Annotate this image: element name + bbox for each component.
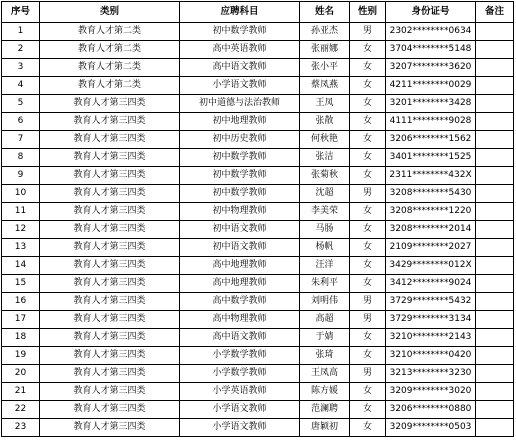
cell-subject: 小学语文教师	[180, 77, 300, 95]
cell-subject: 小学数学教师	[180, 347, 300, 365]
cell-name: 王凤高	[300, 365, 350, 383]
cell-category: 教育人才第三四类	[40, 203, 180, 221]
cell-category: 教育人才第三四类	[40, 185, 180, 203]
table-row	[2, 77, 514, 95]
table-row	[2, 113, 514, 131]
cell-name: 马肠	[300, 221, 350, 239]
cell-gender: 女	[350, 275, 386, 293]
cell-no: 23	[2, 419, 40, 437]
table-row	[2, 365, 514, 383]
cell-name: 范澜聘	[300, 401, 350, 419]
table-row	[2, 149, 514, 167]
cell-subject: 高中英语教师	[180, 41, 300, 59]
cell-no: 2	[2, 41, 40, 59]
cell-gender: 女	[350, 77, 386, 95]
table-row	[2, 347, 514, 365]
table-row	[2, 257, 514, 275]
cell-remark	[476, 77, 514, 95]
cell-gender: 男	[350, 185, 386, 203]
cell-remark	[476, 59, 514, 77]
table-row	[2, 221, 514, 239]
roster-table-container	[1, 1, 514, 437]
cell-id-number: 3208********5430	[386, 185, 476, 203]
cell-name: 张琦	[300, 347, 350, 365]
cell-subject: 高中物理教师	[180, 311, 300, 329]
cell-category: 教育人才第三四类	[40, 167, 180, 185]
cell-remark	[476, 41, 514, 59]
cell-subject: 小学英语教师	[180, 383, 300, 401]
table-row	[2, 203, 514, 221]
cell-subject: 初中语文教师	[180, 239, 300, 257]
cell-remark	[476, 167, 514, 185]
header-row	[2, 2, 514, 23]
cell-remark	[476, 221, 514, 239]
header-id: 身份证号	[386, 2, 476, 23]
cell-category: 教育人才第三四类	[40, 347, 180, 365]
cell-subject: 初中语文教师	[180, 221, 300, 239]
table-row	[2, 185, 514, 203]
cell-id-number: 3210********2143	[386, 329, 476, 347]
cell-category: 教育人才第二类	[40, 41, 180, 59]
table-row	[2, 401, 514, 419]
header-gender: 性别	[350, 2, 386, 23]
table-row	[2, 419, 514, 437]
cell-gender: 女	[350, 95, 386, 113]
cell-gender: 女	[350, 221, 386, 239]
cell-gender: 女	[350, 401, 386, 419]
table-row	[2, 59, 514, 77]
cell-category: 教育人才第三四类	[40, 329, 180, 347]
cell-remark	[476, 23, 514, 41]
cell-gender: 女	[350, 383, 386, 401]
header-no: 序号	[2, 2, 40, 23]
cell-remark	[476, 203, 514, 221]
cell-gender: 男	[350, 311, 386, 329]
table-header	[2, 2, 514, 23]
cell-category: 教育人才第三四类	[40, 365, 180, 383]
cell-name: 张小平	[300, 59, 350, 77]
header-category: 类别	[40, 2, 180, 23]
cell-remark	[476, 329, 514, 347]
cell-name: 何秋艳	[300, 131, 350, 149]
cell-gender: 女	[350, 203, 386, 221]
cell-name: 汪洋	[300, 257, 350, 275]
cell-name: 张散	[300, 113, 350, 131]
cell-name: 张菊秋	[300, 167, 350, 185]
cell-no: 8	[2, 149, 40, 167]
cell-remark	[476, 149, 514, 167]
cell-name: 唐颖初	[300, 419, 350, 437]
header-name: 姓名	[300, 2, 350, 23]
cell-gender: 男	[350, 365, 386, 383]
cell-id-number: 3209********0503	[386, 419, 476, 437]
cell-category: 教育人才第三四类	[40, 383, 180, 401]
cell-name: 刘明伟	[300, 293, 350, 311]
cell-name: 高超	[300, 311, 350, 329]
cell-id-number: 3412********9024	[386, 275, 476, 293]
cell-remark	[476, 401, 514, 419]
cell-subject: 高中地理教师	[180, 257, 300, 275]
cell-subject: 初中数学教师	[180, 185, 300, 203]
cell-id-number: 3201********3428	[386, 95, 476, 113]
cell-id-number: 3206********1562	[386, 131, 476, 149]
cell-name: 李美荣	[300, 203, 350, 221]
cell-no: 15	[2, 275, 40, 293]
cell-id-number: 3213********3230	[386, 365, 476, 383]
cell-no: 3	[2, 59, 40, 77]
table-row	[2, 275, 514, 293]
cell-no: 21	[2, 383, 40, 401]
cell-remark	[476, 185, 514, 203]
cell-name: 张丽娜	[300, 41, 350, 59]
cell-gender: 女	[350, 131, 386, 149]
cell-id-number: 3429********012X	[386, 257, 476, 275]
cell-no: 14	[2, 257, 40, 275]
cell-remark	[476, 311, 514, 329]
cell-no: 4	[2, 77, 40, 95]
cell-subject: 初中道德与法治教师	[180, 95, 300, 113]
cell-category: 教育人才第三四类	[40, 419, 180, 437]
table-row	[2, 41, 514, 59]
cell-remark	[476, 257, 514, 275]
cell-id-number: 4111********9028	[386, 113, 476, 131]
cell-gender: 女	[350, 257, 386, 275]
table-row	[2, 131, 514, 149]
cell-subject: 初中数学教师	[180, 167, 300, 185]
cell-subject: 高中地理教师	[180, 275, 300, 293]
cell-remark	[476, 347, 514, 365]
cell-subject: 高中语文教师	[180, 59, 300, 77]
cell-remark	[476, 383, 514, 401]
roster-table	[1, 1, 514, 437]
cell-remark	[476, 275, 514, 293]
cell-no: 7	[2, 131, 40, 149]
cell-category: 教育人才第三四类	[40, 275, 180, 293]
cell-subject: 小学语文教师	[180, 419, 300, 437]
cell-subject: 初中数学教师	[180, 23, 300, 41]
cell-no: 17	[2, 311, 40, 329]
cell-name: 陈方媛	[300, 383, 350, 401]
table-row	[2, 329, 514, 347]
cell-subject: 小学语文教师	[180, 401, 300, 419]
cell-id-number: 3209********3020	[386, 383, 476, 401]
cell-no: 18	[2, 329, 40, 347]
cell-no: 16	[2, 293, 40, 311]
cell-no: 9	[2, 167, 40, 185]
cell-no: 10	[2, 185, 40, 203]
cell-subject: 初中历史教师	[180, 131, 300, 149]
table-row	[2, 95, 514, 113]
table-row	[2, 23, 514, 41]
cell-name: 沈超	[300, 185, 350, 203]
cell-id-number: 3729********3134	[386, 311, 476, 329]
table-row	[2, 383, 514, 401]
cell-id-number: 2302********0634	[386, 23, 476, 41]
cell-no: 13	[2, 239, 40, 257]
cell-gender: 女	[350, 149, 386, 167]
cell-name: 于婧	[300, 329, 350, 347]
cell-id-number: 3208********2014	[386, 221, 476, 239]
cell-gender: 女	[350, 59, 386, 77]
cell-category: 教育人才第三四类	[40, 293, 180, 311]
cell-id-number: 3206********0880	[386, 401, 476, 419]
cell-category: 教育人才第三四类	[40, 149, 180, 167]
cell-remark	[476, 113, 514, 131]
cell-remark	[476, 419, 514, 437]
cell-no: 22	[2, 401, 40, 419]
cell-category: 教育人才第三四类	[40, 221, 180, 239]
cell-category: 教育人才第三四类	[40, 311, 180, 329]
cell-remark	[476, 293, 514, 311]
cell-gender: 女	[350, 41, 386, 59]
cell-category: 教育人才第三四类	[40, 113, 180, 131]
cell-no: 6	[2, 113, 40, 131]
cell-no: 20	[2, 365, 40, 383]
cell-gender: 女	[350, 113, 386, 131]
cell-category: 教育人才第二类	[40, 23, 180, 41]
cell-no: 19	[2, 347, 40, 365]
cell-id-number: 3704********5148	[386, 41, 476, 59]
cell-subject: 小学数学教师	[180, 365, 300, 383]
cell-gender: 女	[350, 419, 386, 437]
cell-category: 教育人才第二类	[40, 59, 180, 77]
cell-gender: 女	[350, 167, 386, 185]
cell-remark	[476, 365, 514, 383]
cell-no: 1	[2, 23, 40, 41]
header-subject: 应聘科目	[180, 2, 300, 23]
cell-name: 杨帆	[300, 239, 350, 257]
cell-remark	[476, 95, 514, 113]
cell-name: 朱利平	[300, 275, 350, 293]
cell-remark	[476, 131, 514, 149]
table-row	[2, 293, 514, 311]
cell-name: 王凤	[300, 95, 350, 113]
cell-id-number: 3207********3620	[386, 59, 476, 77]
cell-subject: 初中地理教师	[180, 113, 300, 131]
table-row	[2, 167, 514, 185]
header-remark: 备注	[476, 2, 514, 23]
table-body	[2, 23, 514, 437]
cell-category: 教育人才第三四类	[40, 257, 180, 275]
cell-gender: 女	[350, 329, 386, 347]
cell-id-number: 2109********2027	[386, 239, 476, 257]
cell-id-number: 3208********1220	[386, 203, 476, 221]
cell-subject: 高中语文教师	[180, 329, 300, 347]
cell-gender: 男	[350, 23, 386, 41]
cell-name: 孙亚杰	[300, 23, 350, 41]
cell-category: 教育人才第三四类	[40, 131, 180, 149]
cell-category: 教育人才第三四类	[40, 239, 180, 257]
cell-subject: 初中数学教师	[180, 149, 300, 167]
cell-category: 教育人才第三四类	[40, 95, 180, 113]
cell-remark	[476, 239, 514, 257]
cell-id-number: 3729********5432	[386, 293, 476, 311]
cell-gender: 女	[350, 239, 386, 257]
cell-subject: 初中物理教师	[180, 203, 300, 221]
table-row	[2, 239, 514, 257]
cell-no: 5	[2, 95, 40, 113]
cell-id-number: 2311********432X	[386, 167, 476, 185]
cell-category: 教育人才第二类	[40, 77, 180, 95]
cell-no: 11	[2, 203, 40, 221]
cell-subject: 高中数学教师	[180, 293, 300, 311]
cell-id-number: 3401********1525	[386, 149, 476, 167]
cell-name: 张洁	[300, 149, 350, 167]
cell-id-number: 3210********0420	[386, 347, 476, 365]
cell-name: 蔡凤燕	[300, 77, 350, 95]
cell-gender: 女	[350, 347, 386, 365]
cell-gender: 男	[350, 293, 386, 311]
cell-category: 教育人才第三四类	[40, 401, 180, 419]
cell-id-number: 4211********0029	[386, 77, 476, 95]
table-row	[2, 311, 514, 329]
cell-no: 12	[2, 221, 40, 239]
